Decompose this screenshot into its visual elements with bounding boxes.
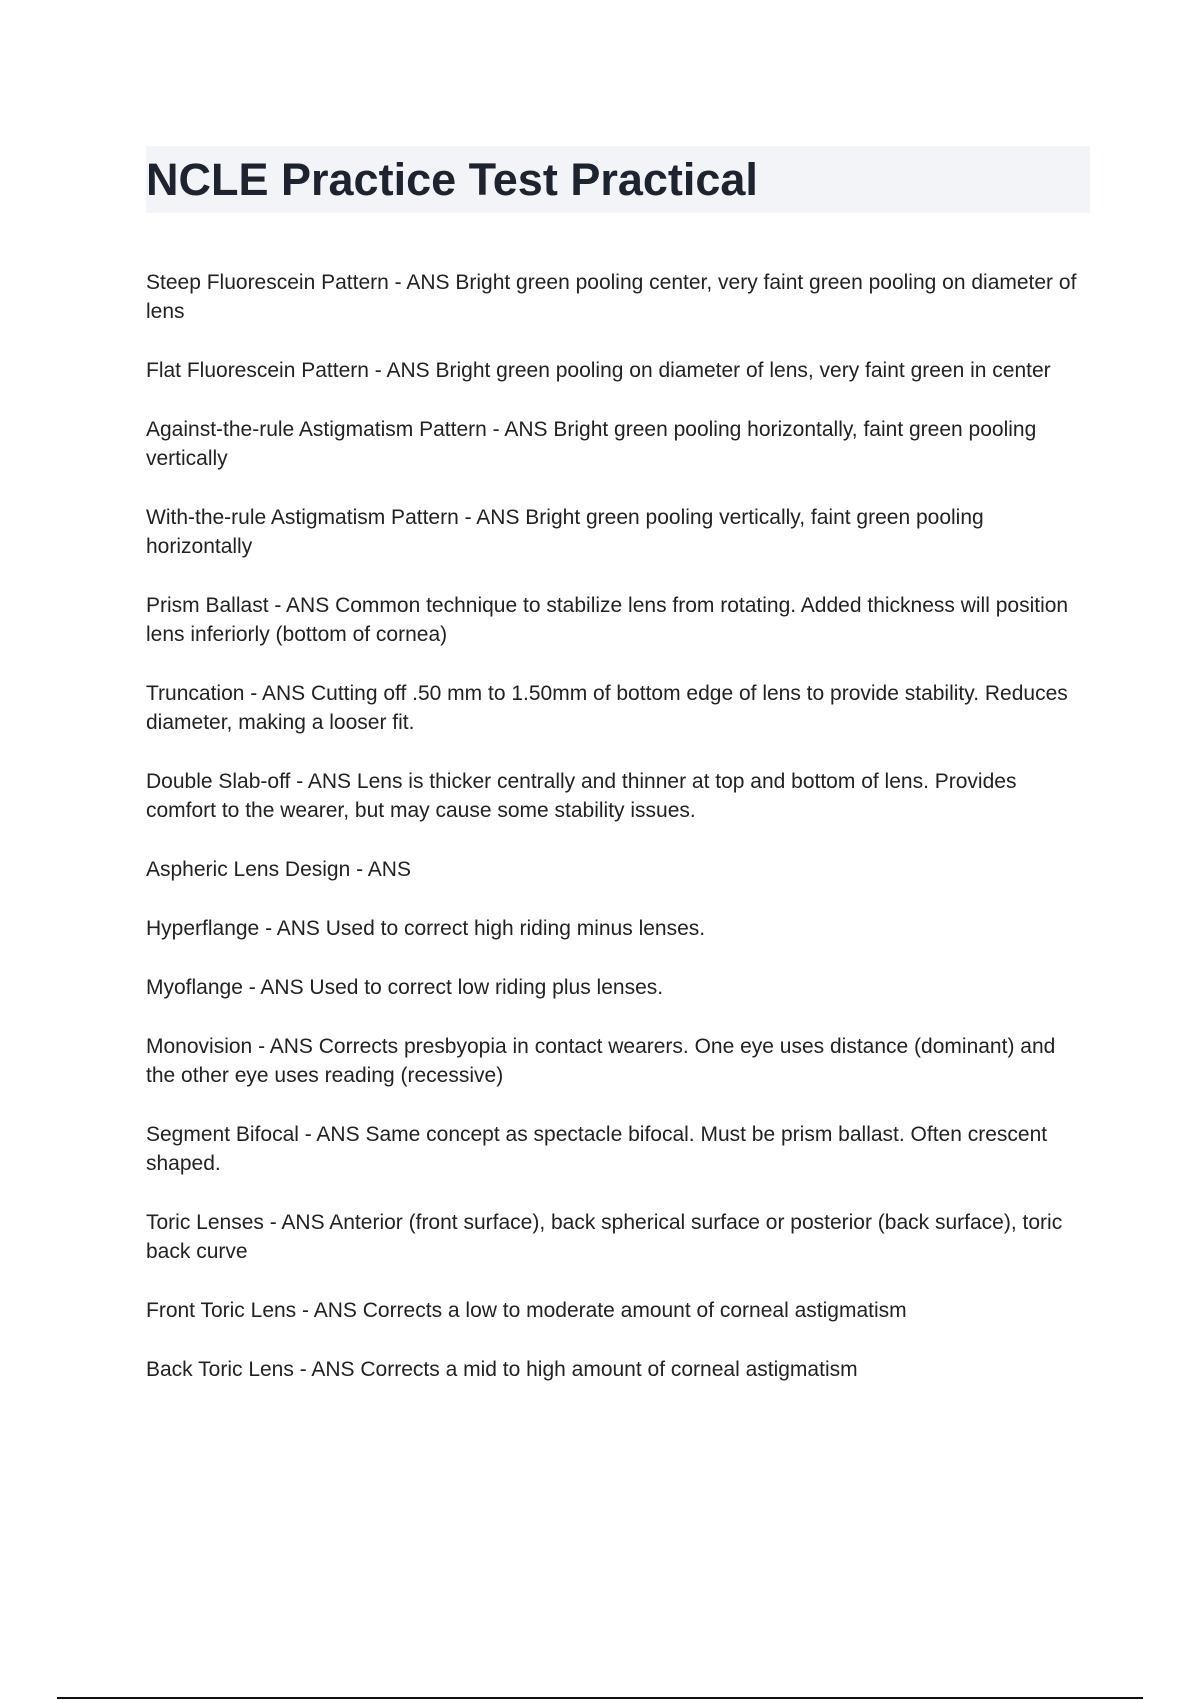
- qa-term: Toric Lenses: [146, 1211, 264, 1234]
- ans-separator: - ANS: [242, 976, 310, 999]
- qa-term: Truncation: [146, 682, 245, 705]
- qa-answer: Bright green pooling vertically, faint green pooling horizontally: [146, 506, 984, 558]
- qa-item: [146, 679, 1090, 737]
- qa-answer: Corrects a low to moderate amount of corneal astigmatism: [362, 1299, 907, 1322]
- qa-term: Back Toric Lens: [146, 1358, 294, 1381]
- qa-item: [146, 356, 1090, 385]
- qa-term: Monovision: [146, 1035, 253, 1058]
- qa-term: Front Toric Lens: [146, 1299, 297, 1322]
- qa-item: [146, 503, 1090, 561]
- qa-answer: Corrects presbyopia in contact wearers. One eye uses distance (dominant) and the other eye uses reading (recessive): [146, 1035, 1056, 1087]
- qa-term: Flat Fluorescein Pattern: [146, 359, 369, 382]
- qa-item: [146, 415, 1090, 473]
- qa-answer: Same concept as spectacle bifocal. Must be prism ballast. Often crescent shaped.: [146, 1123, 1048, 1175]
- qa-answer: Lens is thicker centrally and thinner at top and bottom of lens. Provides comfort to the wearer, but may cause some stability issues.: [146, 770, 1017, 822]
- ans-separator: - ANS: [293, 1358, 361, 1381]
- qa-answer: Bright green pooling on diameter of lens, very faint green in center: [435, 359, 1051, 382]
- qa-answer: Bright green pooling horizontally, faint green pooling vertically: [146, 418, 1037, 470]
- qa-answer: Cutting off .50 mm to 1.50mm of bottom edge of lens to provide stability. Reduces diameter, making a looser fit.: [146, 682, 1068, 734]
- page-title: NCLE Practice Test Practical: [146, 154, 758, 205]
- qa-answer: Common technique to stabilize lens from rotating. Added thickness will position lens inferiorly (bottom of cornea): [146, 594, 1069, 646]
- ans-separator: - ANS: [268, 594, 336, 617]
- ans-separator: - ANS: [368, 359, 436, 382]
- qa-term: Aspheric Lens Design: [146, 858, 351, 881]
- ans-separator: - ANS: [388, 271, 456, 294]
- qa-answer: Bright green pooling center, very faint green pooling on diameter of lens: [146, 271, 1077, 323]
- ans-separator: - ANS: [458, 506, 526, 529]
- qa-item: [146, 855, 1090, 884]
- qa-term: With-the-rule Astigmatism Pattern: [146, 506, 459, 529]
- qa-term: Against-the-rule Astigmatism Pattern: [146, 418, 487, 441]
- ans-separator: - ANS: [263, 1211, 330, 1234]
- qa-term: Segment Bifocal: [146, 1123, 299, 1146]
- ans-separator: - ANS: [244, 682, 311, 705]
- ans-separator: - ANS: [252, 1035, 319, 1058]
- ans-separator: - ANS: [350, 858, 411, 881]
- qa-term: Prism Ballast: [146, 594, 269, 617]
- ans-separator: - ANS: [290, 770, 357, 793]
- qa-item: [146, 1208, 1090, 1266]
- qa-item: [146, 1120, 1090, 1178]
- qa-term: Double Slab-off: [146, 770, 291, 793]
- qa-item: [146, 1296, 1090, 1325]
- qa-item: [146, 914, 1090, 943]
- qa-item: [146, 591, 1090, 649]
- ans-separator: - ANS: [296, 1299, 363, 1322]
- title-banner: [146, 146, 1090, 213]
- qa-term: Myoflange: [146, 976, 243, 999]
- qa-item: [146, 767, 1090, 825]
- qa-item: [146, 1032, 1090, 1090]
- qa-item: [146, 1355, 1090, 1384]
- qa-list: [146, 268, 1090, 1414]
- qa-answer: Corrects a mid to high amount of corneal astigmatism: [360, 1358, 858, 1381]
- ans-separator: - ANS: [259, 917, 326, 940]
- qa-answer: Anterior (front surface), back spherical surface or posterior (back surface), toric back curve: [146, 1211, 1063, 1263]
- qa-term: Hyperflange: [146, 917, 260, 940]
- qa-item: [146, 973, 1090, 1002]
- qa-term: Steep Fluorescein Pattern: [146, 271, 389, 294]
- qa-answer: Used to correct high riding minus lenses.: [325, 917, 706, 940]
- qa-answer: Used to correct low riding plus lenses.: [309, 976, 664, 999]
- footer-divider: [57, 1697, 1143, 1699]
- ans-separator: - ANS: [486, 418, 554, 441]
- qa-item: [146, 268, 1090, 326]
- ans-separator: - ANS: [298, 1123, 366, 1146]
